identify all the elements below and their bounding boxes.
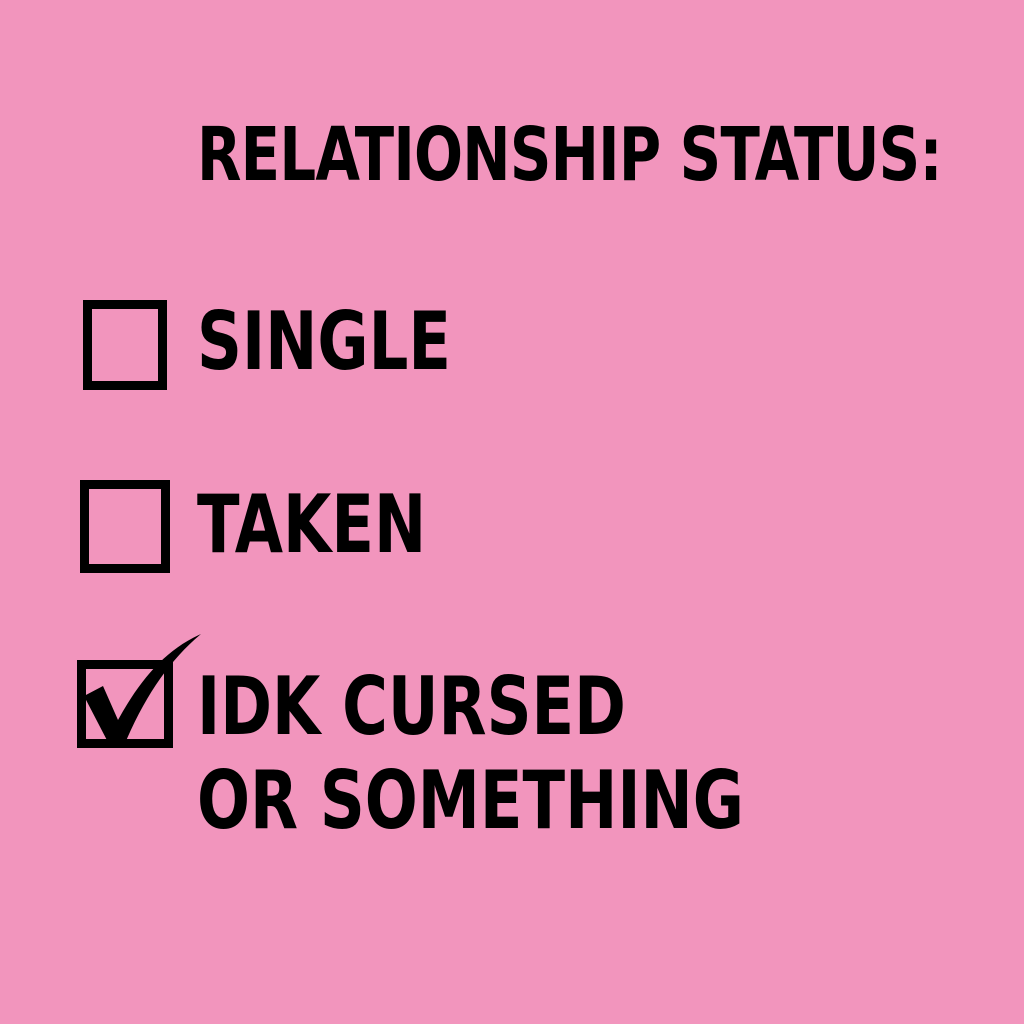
option-label-idk-cursed-line2: OR SOMETHING [197,754,744,847]
checkbox-single[interactable] [83,300,167,390]
option-label-single: SINGLE [197,295,451,388]
checkbox-taken[interactable] [80,480,170,573]
page-title: RELATIONSHIP STATUS: [197,112,942,198]
checkmark-icon [70,630,210,760]
option-label-idk-cursed-line1: IDK CURSED [197,660,626,753]
option-label-taken: TAKEN [197,478,427,571]
